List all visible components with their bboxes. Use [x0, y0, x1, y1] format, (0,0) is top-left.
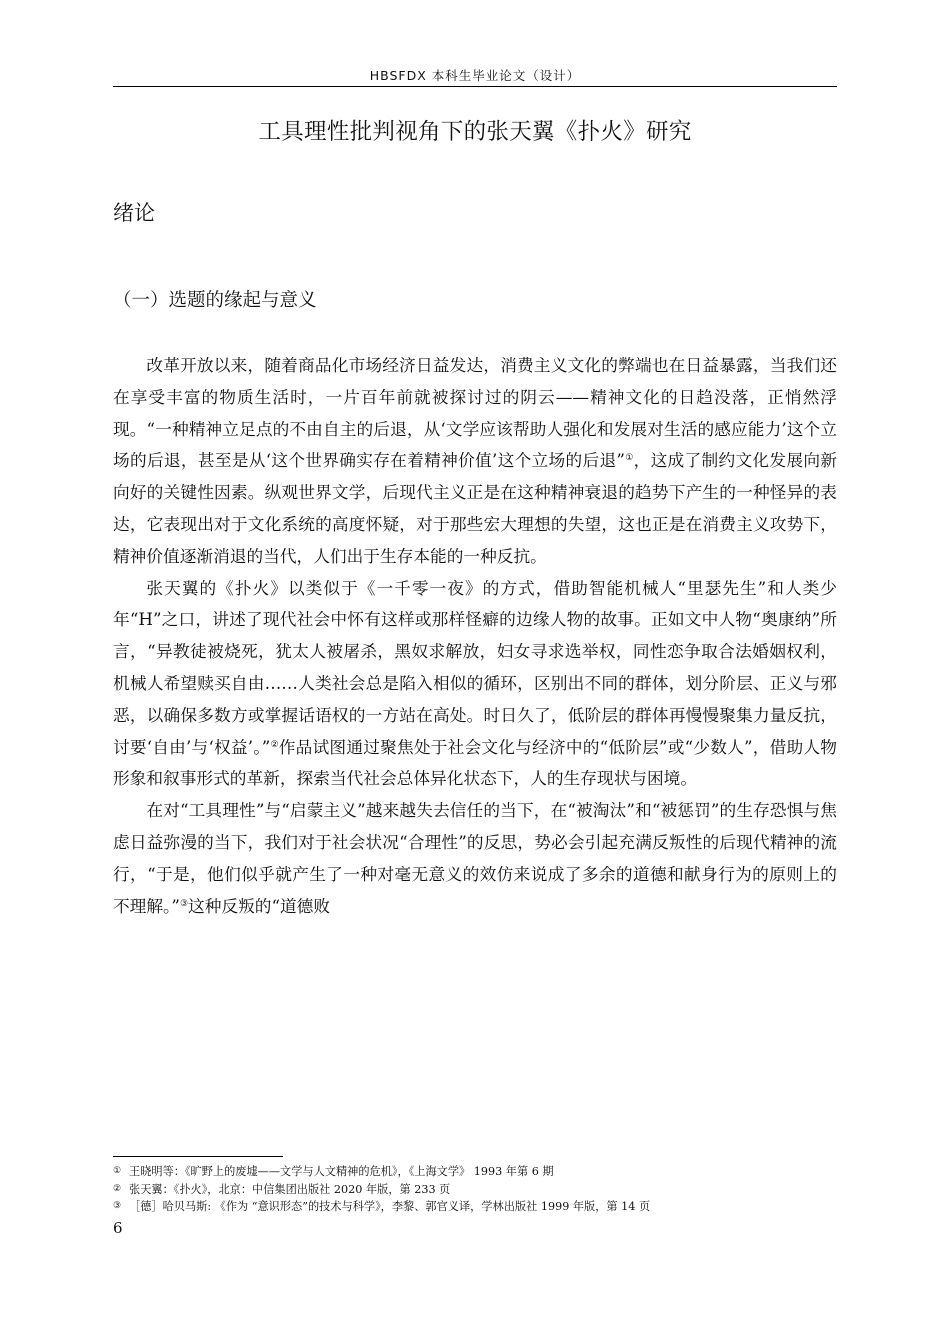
- footnote-text: ［德］哈贝马斯: 《作为 “意识形态”的技术与科学》，李黎、郭官义译，学林出版社 1999 年版，第 14 页: [129, 1200, 651, 1213]
- paragraph-text: 改革开放以来，随着商品化市场经济日益发达，消费主义文化的弊端也在日益暴露，当我们还在享受丰富的物质生活时，一片百年前就被探讨过的阴云——精神文化的日趋没落，正悄然浮现。“一种精神立足点的不由自主的后退，从‘文学应该帮助人强化和发展对生活的感应能力’这个立场的后退，甚至是从‘这个世界确实存在着精神价值’这个立场的后退”: [113, 355, 837, 471]
- footnote-separator: [113, 1156, 283, 1157]
- footnote-mark: ③: [113, 1201, 122, 1211]
- footnotes: [113, 1163, 837, 1216]
- section-heading: 绪论: [113, 201, 155, 225]
- paragraph-text: 张天翼的《扑火》以类似于《一千零一夜》的方式，借助智能机械人“里瑟先生”和人类少年“H”之口，讲述了现代社会中怀有这样或那样怪癖的边缘人物的故事。正如文中人物“奥康纳”所言，“异教徒被烧死，犹太人被屠杀，黑奴求解放，妇女寻求选举权，同性恋争取合法婚姻权利，机械人希望赎买自由……人类社会总是陷入相似的循环，区别出不同的群体，划分阶层、正义与邪恶，以确保多数方或掌握话语权的一方站在高处。时日久了，低阶层的群体再慢慢聚集力量反抗，讨要‘自由’与‘权益’。”: [113, 577, 837, 757]
- footnote-text: 张天翼：《扑火》，北京：中信集团出版社 2020 年版，第 233 页: [129, 1182, 451, 1196]
- header-rule: [113, 86, 837, 87]
- paragraph-text: ，这成了制约文化发展向新向好的关键性因素。纵观世界文学，后现代主义正是在这种精神衰退的趋势下产生的一种怪异的表达，它表现出对于文化系统的高度怀疑，对于那些宏大理想的失望，这也正是在消费主义攻势下，精神价值逐渐消退的当代，人们出于生存本能的一种反抗。: [113, 450, 838, 566]
- subsection-heading: （一）选题的缘起与意义: [113, 290, 317, 311]
- footnote-text: 王晓明等：《旷野上的废墟——文学与人文精神的危机》，《上海文学》 1993 年第 6 期: [129, 1165, 554, 1178]
- paragraph-1: [113, 350, 837, 573]
- paragraph-3: [113, 795, 837, 922]
- footnote-mark: ①: [113, 1166, 122, 1176]
- paragraph-text: 在对“工具理性”与“启蒙主义”越来越失去信任的当下，在“被淘汰”和“被惩罚”的生存恐惧与焦虑日益弥漫的当下，我们对于社会状况“合理性”的反思，势必会引起充满反叛性的后现代精神的流行，“于是，他们似乎就产生了一种对毫无意义的效仿来说成了多余的道德和献身行为的原则上的不理解。”: [113, 800, 837, 916]
- body-text: [113, 350, 837, 922]
- footnote-mark: ②: [113, 1183, 122, 1194]
- paragraph-2: [113, 573, 837, 796]
- running-header: HBSFDX 本科生毕业论文（设计）: [369, 68, 581, 83]
- footnote-ref: ②: [270, 739, 279, 750]
- paragraph-text: 这种反叛的“道德败: [188, 895, 331, 916]
- paper-title: 工具理性批判视角下的张天翼《扑火》研究: [258, 119, 692, 145]
- footnote-item: [113, 1198, 837, 1216]
- footnote-item: [113, 1181, 837, 1199]
- footnote-item: [113, 1163, 837, 1181]
- footnote-ref: ③: [179, 898, 189, 909]
- paragraph-text: 作品试图通过聚焦处于社会文化与经济中的“低阶层”或“少数人”，借助人物形象和叙事形式的革新，探索当代社会总体异化状态下，人的生存现状与困境。: [113, 736, 837, 789]
- footnote-ref: ①: [624, 453, 634, 464]
- page-number: 6: [113, 1219, 123, 1237]
